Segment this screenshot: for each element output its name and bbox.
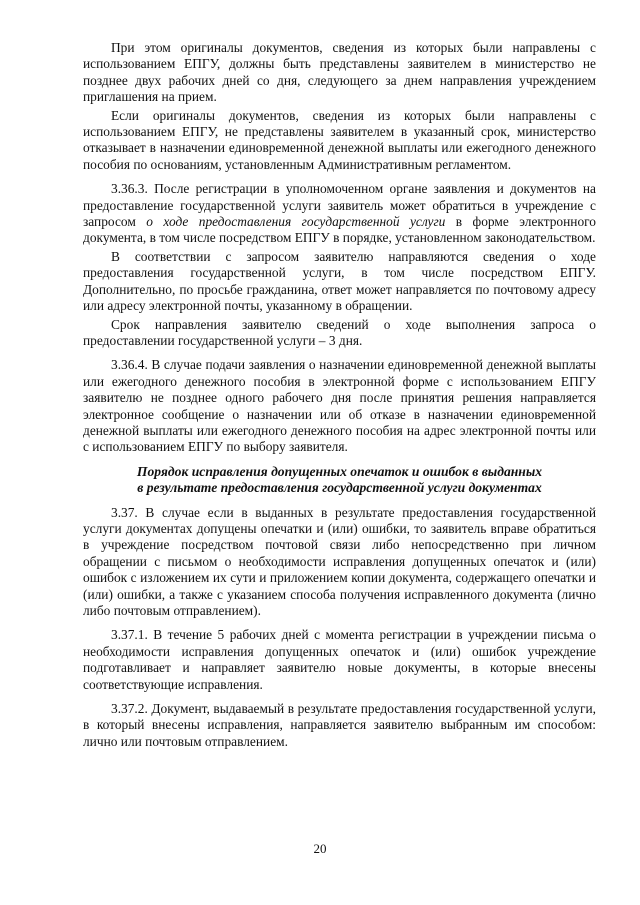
paragraph-originals-not-provided: Если оригиналы документов, сведения из которых были направлены с использованием ЕПГУ, не представлены заявителем в указанный срок, министерство отказывает в назначении единовременной денежной выплаты или ежегодного денежного пособия по основаниям, установленным Административным регламентом.	[83, 107, 596, 172]
paragraph-3-37-2: 3.37.2. Документ, выдаваемый в результате предоставления государственной услуги, в который внесены исправления, направляется заявителю выбранным им способом: лично или почтовым отправлением.	[83, 701, 596, 749]
paragraph-3-37: 3.37. В случае если в выданных в результате предоставления государственной услуги документах допущены опечатки и (или) ошибки, то заявитель вправе обратиться в учреждение посредством почтовой связи либо непосредственно при личном обращении с письмом о необходимости исправления допущенных опечаток и (или) ошибок с изложением их сути и приложением копии документа, содержащего опечатки и (или) ошибки, а также с указанием способа получения исправленного документа (лично либо почтовым отправлением).	[83, 504, 596, 618]
paragraph-3-36-3-start: 3.36.3. После регистрации в уполномоченном органе заявления и документов на предоставление государственной услуги заявитель может обратиться в учреждение с запросом	[83, 181, 596, 230]
paragraph-3-36-3	[83, 181, 596, 247]
paragraph-3-37-1: 3.37.1. В течение 5 рабочих дней с момента регистрации в учреждении письма о необходимости исправления допущенных опечаток и (или) ошибок учреждение подготавливает и направляет заявителю новые документы, в которые внесены соответствующие исправления.	[83, 627, 596, 692]
paragraph-3-36-4: 3.36.4. В случае подачи заявления о назначении единовременной денежной выплаты или ежегодного денежного пособия в электронной форме с использованием ЕПГУ заявителю не позднее одного рабочего дня после принятия решения направляется электронное сообщение о назначении или об отказе в назначении единовременной денежной выплаты или ежегодного денежного пособия на адрес электронной почты или с использованием ЕПГУ по выбору заявителя.	[83, 357, 596, 455]
paragraph-3-36-3-end: в форме электронного документа, в том числе посредством ЕПГУ в порядке, установленном законодательством.	[83, 214, 596, 246]
section-heading-line-2: в результате предоставления государственной услуги документах	[137, 480, 542, 496]
paragraph-response-term: Срок направления заявителю сведений о ходе выполнения запроса о предоставлении государственной услуги – 3 дня.	[83, 316, 596, 348]
section-heading	[83, 464, 596, 497]
paragraph-request-response: В соответствии с запросом заявителю направляются сведения о ходе предоставления государственной услуги, в том числе посредством ЕПГУ. Дополнительно, по просьбе гражданина, ответ может направляется по почтовому адресу или адресу электронной почты, указанному в обращении.	[83, 248, 596, 314]
section-heading-line-1: Порядок исправления допущенных опечаток и ошибок в выданных	[136, 463, 543, 479]
paragraph-originals-deadline: При этом оригиналы документов, сведения из которых были направлены с использованием ЕПГУ, должны быть представлены заявителем в министерство не позднее двух рабочих дней со дня, следующего за днем направления учреждением приглашения на прием.	[83, 40, 596, 105]
page-number: 20	[313, 841, 327, 856]
paragraph-3-36-3-emphasis: о ходе предоставления государственной услуги	[146, 214, 446, 230]
